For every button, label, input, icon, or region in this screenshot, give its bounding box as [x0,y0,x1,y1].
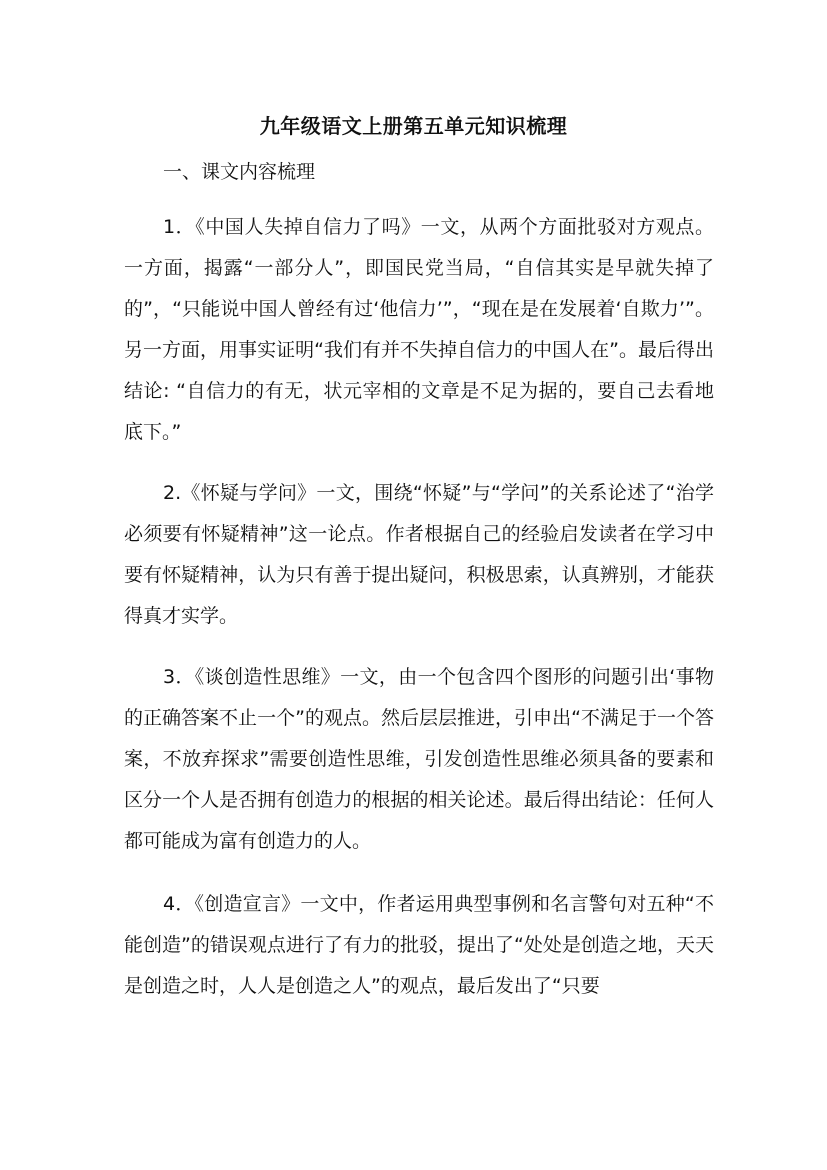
section-heading: 一、课文内容梳理 [163,161,316,183]
paragraph-3: 3．《谈创造性思维》一文，由一个包含四个图形的问题引出‘事物的正确答案不止一个”的观点。然后层层推进，引申出“不满足于一个答案，不放弃探求”需要创造性思维，引发创造性思维必须具备的要素和区分一个人是否拥有创造力的根据的相关论述。最后得出结论：任何人都可能成为富有创造力的人。 [124,666,714,852]
paragraph-4: 4．《创造宣言》一文中，作者运用典型事例和名言警句对五种“不能创造”的错误观点进行了有力的批驳，提出了“处处是创造之地，天天是创造之时，人人是创造之人”的观点，最后发出了“只要 [124,893,714,997]
document-title: 九年级语文上册第五单元知识梳理 [259,114,568,138]
paragraph-2: 2.《怀疑与学问》一文，围绕“怀疑”与“学问”的关系论述了“治学必须要有怀疑精神”这一论点。作者根据自己的经验启发读者在学习中要有怀疑精神，认为只有善于提出疑问，积极思索，认真辨别，才能获得真才实学。 [124,482,714,627]
paragraph-1: 1．《中国人失掉自信力了吗》一文，从两个方面批驳对方观点。一方面，揭露“一部分人”，即国民党当局，“自信其实是早就失掉了的”，“只能说中国人曾经有过‘他信力’”，“现在是在发展着‘自欺力’”。另一方面，用事实证明“我们有并不失掉自信力的中国人在”。最后得出结论: “自信力的有无，状元宰相的文章是不足为据的，要自己去看地底下。” [124,216,714,443]
